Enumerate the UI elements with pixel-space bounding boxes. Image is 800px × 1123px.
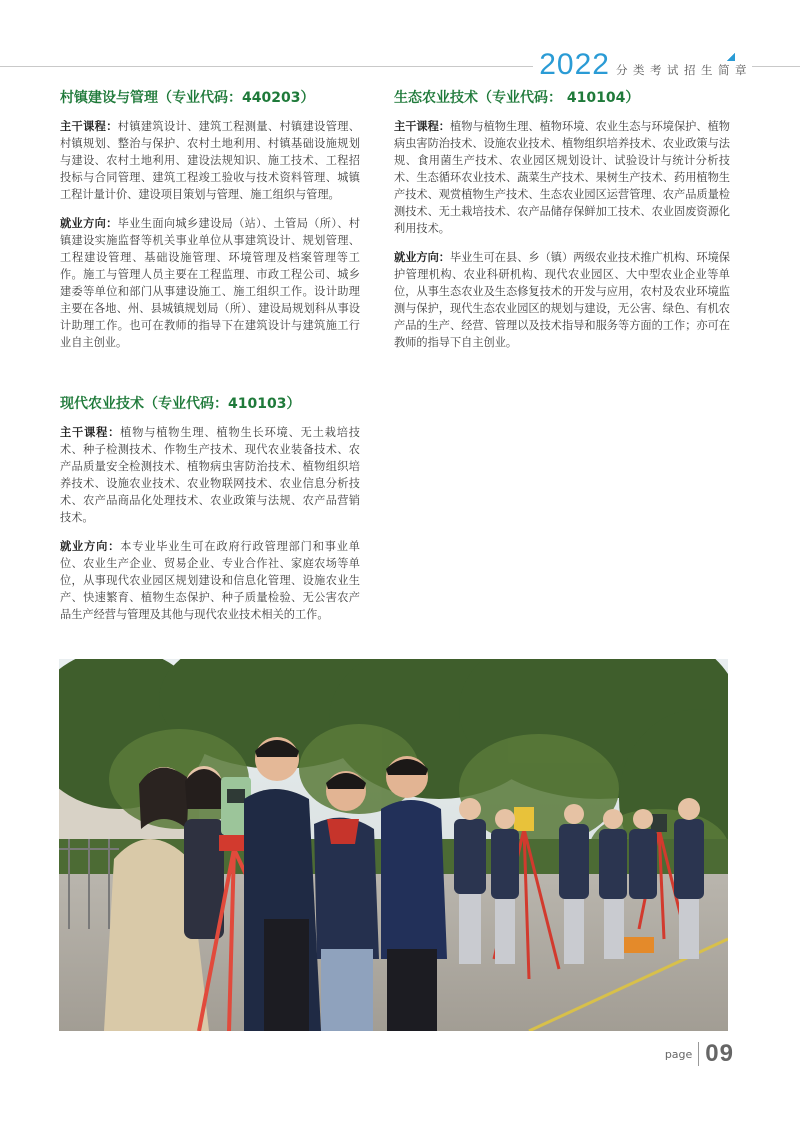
program-career bbox=[60, 215, 360, 351]
page-number: 09 bbox=[705, 1040, 734, 1067]
courses-label: 主干课程： bbox=[60, 426, 121, 439]
program-courses bbox=[60, 118, 360, 203]
page-header bbox=[533, 50, 752, 80]
courses-text: 植物与植物生理、植物环境、农业生态与环境保护、植物病虫害防治技术、设施农业技术、植物组织培养技术、农业政策与法规、食用菌生产技术、农业园区规划设计、试验设计与统计分析技术、生态循环农业技术、蔬菜生产技术、果树生产技术、药用植物生产技术、观赏植物生产技术、生态农业园区运营管理、农产品质量检测技术、无土栽培技术、农产品储存保鲜加工技术、农业固废资源化利用技术。 bbox=[394, 120, 730, 235]
program-courses bbox=[394, 118, 730, 237]
program-career bbox=[394, 249, 730, 351]
program-career bbox=[60, 538, 360, 623]
courses-text: 植物与植物生理、植物生长环境、无土栽培技术、种子检测技术、作物生产技术、现代农业装备技术、农产品质量安全检测技术、植物病虫害防治技术、植物组织培养技术、设施农业技术、农业物联网技术、农业信息分析技术、农产品商品化处理技术、农业政策与法规、农产品营销技术。 bbox=[60, 426, 360, 524]
program-section-ecological-agriculture bbox=[394, 88, 730, 351]
footer-divider bbox=[698, 1042, 699, 1066]
career-label: 就业方向： bbox=[394, 251, 450, 264]
surveying-class-photo bbox=[59, 659, 728, 1031]
page-footer bbox=[665, 1040, 734, 1068]
program-section-modern-agriculture bbox=[60, 394, 360, 623]
program-title: 现代农业技术（专业代码：410103） bbox=[60, 396, 301, 412]
program-title: 村镇建设与管理（专业代码：440203） bbox=[60, 90, 315, 106]
career-label: 就业方向： bbox=[60, 540, 121, 553]
courses-label: 主干课程： bbox=[60, 120, 118, 133]
career-text: 本专业毕业生可在政府行政管理部门和事业单位、农业生产企业、贸易企业、专业合作社、家庭农场等单位，从事现代农业园区规划建设和信息化管理、设施农业生产、快速繁育、植物生态保护、种子质量检验、无公害农产品生产经营与管理及其他与现代农业技术相关的工作。 bbox=[60, 540, 360, 621]
career-label: 就业方向： bbox=[60, 217, 118, 230]
program-title: 生态农业技术（专业代码： 410104） bbox=[394, 90, 640, 106]
page-label: page bbox=[664, 1047, 693, 1061]
program-section-village-construction bbox=[60, 88, 360, 351]
header-year: 2022 bbox=[539, 48, 610, 81]
career-text: 毕业生面向城乡建设局（站）、土管局（所）、村镇建设实施监督等机关事业单位从事建筑设计、规划管理、工程建设管理、基础设施管理、环境管理及档案管理等工作。施工与管理人员主要在工程监理、市政工程公司、城乡建委等单位和部门从事建设施工、施工组织工作。设计助理主要在各地、州、县城镇规划局（所）、建设局规划科从事设计助理工作。也可在教师的指导下在建筑设计与建筑施工行业自主创业。 bbox=[60, 217, 360, 349]
courses-label: 主干课程： bbox=[394, 120, 450, 133]
corner-triangle-icon bbox=[727, 53, 735, 61]
courses-text: 村镇建筑设计、建筑工程测量、村镇建设管理、村镇规划、整治与保护、农村土地利用、村镇基础设施规划与建设、农村土地利用、建设法规知识、施工技术、工程招投标与合同管理、建筑工程竣工验收与技术资料管理、城镇工程计量计价、建设项目策划与管理、施工组织与管理。 bbox=[60, 120, 360, 201]
career-text: 毕业生可在县、乡（镇）两级农业技术推广机构、环境保护管理机构、农业科研机构、现代农业园区、大中型农业企业等单位，从事生态农业及生态修复技术的开发与应用，农村及农业环境监测与保护，现代生态农业园区的规划与建设，无公害、绿色、有机农产品的生产、经营、管理以及技术指导和服务等方面的工作；亦可在教师的指导下自主创业。 bbox=[394, 251, 730, 349]
photo-illustration bbox=[59, 659, 728, 1031]
program-courses bbox=[60, 424, 360, 526]
header-subtitle: 分类考试招生简章 bbox=[616, 63, 752, 77]
